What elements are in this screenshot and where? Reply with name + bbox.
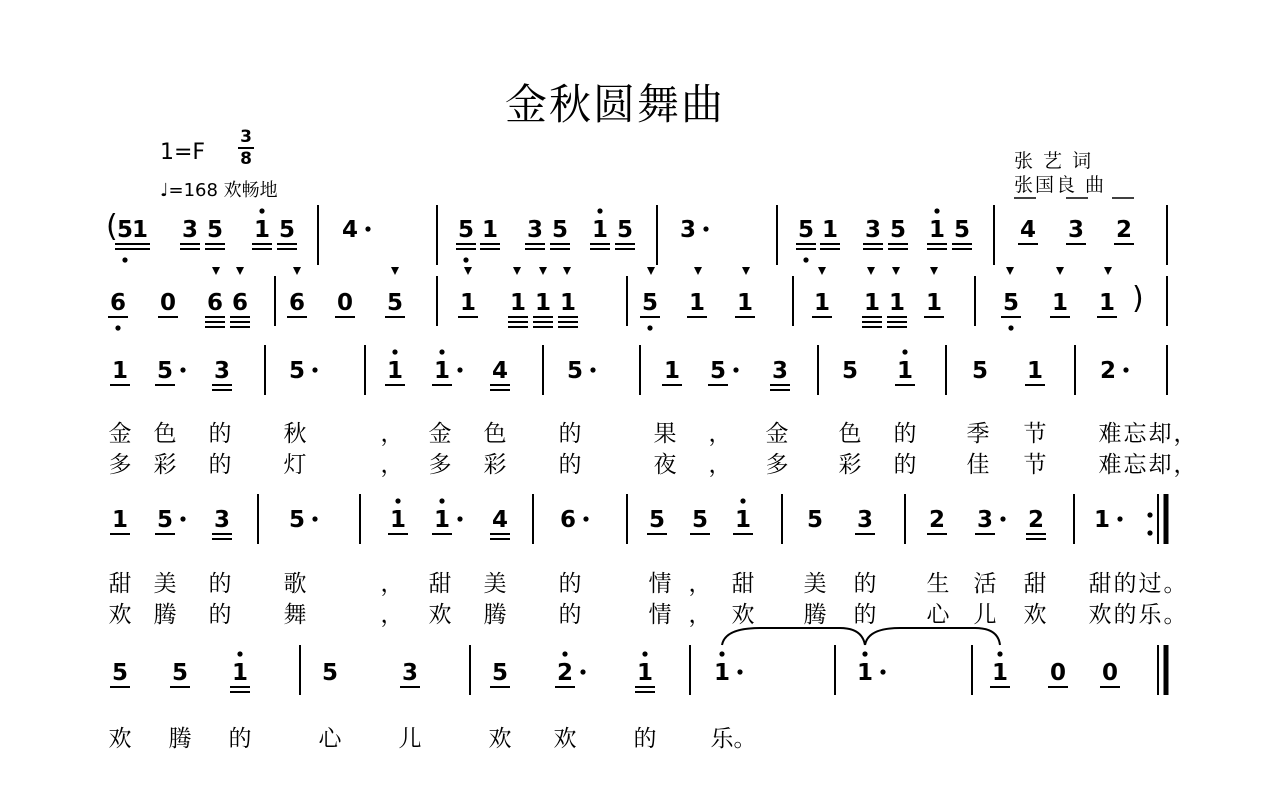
note-digit: 5 xyxy=(156,507,174,533)
note-digit: 5 xyxy=(616,217,634,243)
lyric-char: ， xyxy=(688,602,712,628)
low-octave-dot xyxy=(463,257,468,262)
augmentation-dot xyxy=(880,669,885,674)
lyric-char: 腾 xyxy=(803,602,827,628)
repeat-dot xyxy=(1147,530,1152,535)
note-digit: 1 xyxy=(821,217,839,243)
note-digit: 5 xyxy=(288,507,306,533)
repeat-dot xyxy=(1147,512,1152,517)
note-digit: 5 xyxy=(321,660,339,686)
high-octave-dot xyxy=(642,651,647,656)
note-digit: 0 xyxy=(1101,660,1119,686)
note-digit: 1 xyxy=(1026,358,1044,384)
time-signature-bottom: 8 xyxy=(240,149,252,169)
note-digit: 5 xyxy=(156,358,174,384)
accent-triangle-icon xyxy=(892,267,900,275)
note-digit: 1 xyxy=(856,660,874,686)
augmentation-dot xyxy=(1000,516,1005,521)
lyric-char: ， xyxy=(380,571,404,597)
note-digit: 5 xyxy=(889,217,907,243)
lyric-char: 的 xyxy=(558,602,582,628)
note-digit: 1 xyxy=(736,290,754,316)
note-digit: 1 xyxy=(509,290,527,316)
lyric-char: 情 xyxy=(648,571,672,597)
time-signature-top: 3 xyxy=(240,127,252,147)
lyric-char: 的 xyxy=(633,726,657,752)
lyric-char: 甜 xyxy=(731,571,755,597)
note-digit: 1 xyxy=(925,290,943,316)
high-octave-dot xyxy=(392,349,397,354)
lyric-char: 多 xyxy=(108,452,132,478)
high-octave-dot xyxy=(439,498,444,503)
lyric-char: 的 xyxy=(1113,602,1137,628)
accent-triangle-icon xyxy=(236,267,244,275)
lyric-char: 的 xyxy=(853,571,877,597)
intro-close-paren: ) xyxy=(1132,281,1144,316)
lyric-char: 甜 xyxy=(108,571,132,597)
slur-icon xyxy=(722,628,865,645)
lyric-char: 彩 xyxy=(483,452,507,478)
lyric-char: 甜 xyxy=(1023,571,1047,597)
lyric-char: 乐 xyxy=(1138,602,1162,628)
lyric-char: 的 xyxy=(208,602,232,628)
note-digit: 5 xyxy=(551,217,569,243)
note-digit: 3 xyxy=(679,217,697,243)
note-digit: 1 xyxy=(1093,507,1111,533)
note-digit: 1 xyxy=(253,217,271,243)
accent-triangle-icon xyxy=(212,267,220,275)
high-octave-dot xyxy=(862,651,867,656)
note-digit: 1 xyxy=(131,217,149,243)
note-digit: 1 xyxy=(111,358,129,384)
note-digit: 4 xyxy=(491,507,509,533)
note-digit: 1 xyxy=(459,290,477,316)
lyric-char: ， xyxy=(708,452,732,478)
lyric-char: 。 xyxy=(733,726,757,752)
lyric-char: 夜 xyxy=(653,452,677,478)
lyric-char: 美 xyxy=(153,571,177,597)
accent-triangle-icon xyxy=(293,267,301,275)
note-digit: 2 xyxy=(928,507,946,533)
lyric-char: 乐 xyxy=(710,726,734,752)
note-digit: 1 xyxy=(896,358,914,384)
lyric-char: 佳 xyxy=(966,452,990,478)
lyric-char: 腾 xyxy=(483,602,507,628)
note-digit: 5 xyxy=(641,290,659,316)
low-octave-dot xyxy=(803,257,808,262)
high-octave-dot xyxy=(395,498,400,503)
augmentation-dot xyxy=(1117,516,1122,521)
lyric-char: 忘 xyxy=(1123,452,1147,478)
note-digit: 3 xyxy=(213,358,231,384)
note-digit: 5 xyxy=(457,217,475,243)
lyric-char: 情 xyxy=(648,602,672,628)
note-digit: 1 xyxy=(1051,290,1069,316)
note-digit: 3 xyxy=(771,358,789,384)
high-octave-dot xyxy=(934,208,939,213)
intro-open-paren: ( xyxy=(106,209,118,244)
note-digit: 2 xyxy=(1115,217,1133,243)
lyric-char: 的 xyxy=(853,602,877,628)
note-digit: 5 xyxy=(111,660,129,686)
note-digit: 4 xyxy=(491,358,509,384)
lyric-char: 活 xyxy=(973,571,997,597)
lyric-char: 甜 xyxy=(1088,571,1112,597)
lyric-char: 色 xyxy=(483,421,507,447)
note-digit: 1 xyxy=(433,358,451,384)
lyric-char: 金 xyxy=(108,421,132,447)
lyric-char: 心 xyxy=(926,602,950,628)
augmentation-dot xyxy=(733,367,738,372)
lyric-char: 欢 xyxy=(1088,602,1112,628)
note-digit: 6 xyxy=(231,290,249,316)
accent-triangle-icon xyxy=(930,267,938,275)
augmentation-dot xyxy=(580,669,585,674)
lyric-char: 的 xyxy=(208,571,232,597)
note-digit: 4 xyxy=(341,217,359,243)
note-digit: 3 xyxy=(213,507,231,533)
lyric-char: 却 xyxy=(1148,421,1172,447)
note-digit: 5 xyxy=(566,358,584,384)
note-digit: 1 xyxy=(231,660,249,686)
high-octave-dot xyxy=(719,651,724,656)
augmentation-dot xyxy=(457,516,462,521)
note-digit: 1 xyxy=(734,507,752,533)
note-digit: 1 xyxy=(813,290,831,316)
accent-triangle-icon xyxy=(694,267,702,275)
note-digit: 0 xyxy=(159,290,177,316)
accent-triangle-icon xyxy=(818,267,826,275)
augmentation-dot xyxy=(457,367,462,372)
lyric-char: ， xyxy=(1173,452,1197,478)
note-digit: 1 xyxy=(389,507,407,533)
note-digit: 5 xyxy=(806,507,824,533)
lyric-char: ， xyxy=(380,602,404,628)
lyric-char: 节 xyxy=(1023,421,1047,447)
lyric-char: 欢 xyxy=(1023,602,1047,628)
note-digit: 3 xyxy=(181,217,199,243)
lyric-char: 季 xyxy=(966,421,990,447)
accent-triangle-icon xyxy=(647,267,655,275)
lyric-char: 欢 xyxy=(731,602,755,628)
note-digit: 1 xyxy=(559,290,577,316)
lyric-char: 节 xyxy=(1023,452,1047,478)
note-digit: 1 xyxy=(636,660,654,686)
lyric-char: 儿 xyxy=(973,602,997,628)
note-digit: 5 xyxy=(386,290,404,316)
accent-triangle-icon xyxy=(464,267,472,275)
lyric-char: 欢 xyxy=(108,602,132,628)
lyric-char: 难 xyxy=(1098,421,1122,447)
note-digit: 5 xyxy=(1002,290,1020,316)
note-digit: 3 xyxy=(401,660,419,686)
lyric-char: 的 xyxy=(558,452,582,478)
lyric-char: 过 xyxy=(1138,571,1162,597)
low-octave-dot xyxy=(1008,325,1013,330)
composer-credit: 张国良 曲 xyxy=(1014,174,1107,196)
accent-triangle-icon xyxy=(391,267,399,275)
note-digit: 5 xyxy=(288,358,306,384)
augmentation-dot xyxy=(180,367,185,372)
lyric-char: ， xyxy=(1173,421,1197,447)
lyric-char: 的 xyxy=(893,452,917,478)
note-digit: 6 xyxy=(206,290,224,316)
augmentation-dot xyxy=(312,367,317,372)
note-digit: 1 xyxy=(481,217,499,243)
note-digit: 5 xyxy=(491,660,509,686)
lyric-char: 欢 xyxy=(108,726,132,752)
lyric-char: ， xyxy=(708,421,732,447)
lyric-char: 的 xyxy=(893,421,917,447)
note-digit: 2 xyxy=(556,660,574,686)
high-octave-dot xyxy=(439,349,444,354)
note-digit: 0 xyxy=(336,290,354,316)
note-digit: 1 xyxy=(928,217,946,243)
augmentation-dot xyxy=(365,226,370,231)
note-digit: 5 xyxy=(648,507,666,533)
high-octave-dot xyxy=(237,651,242,656)
lyricist-credit: 张 艺 词 xyxy=(1014,150,1094,172)
note-digit: 1 xyxy=(1098,290,1116,316)
accent-triangle-icon xyxy=(563,267,571,275)
note-digit: 3 xyxy=(856,507,874,533)
high-octave-dot xyxy=(259,208,264,213)
augmentation-dot xyxy=(180,516,185,521)
lyric-char: 的 xyxy=(1113,571,1137,597)
note-digit: 6 xyxy=(109,290,127,316)
lyric-char: 色 xyxy=(153,421,177,447)
note-digit: 6 xyxy=(559,507,577,533)
key-signature: 1=F xyxy=(160,140,206,165)
note-digit: 3 xyxy=(864,217,882,243)
note-digit: 5 xyxy=(278,217,296,243)
note-digit: 1 xyxy=(386,358,404,384)
note-digit: 1 xyxy=(433,507,451,533)
augmentation-dot xyxy=(583,516,588,521)
accent-triangle-icon xyxy=(539,267,547,275)
lyric-char: ， xyxy=(688,571,712,597)
note-digit: 5 xyxy=(971,358,989,384)
note-digit: 5 xyxy=(206,217,224,243)
lyric-char: 。 xyxy=(1163,571,1187,597)
high-octave-dot xyxy=(562,651,567,656)
lyric-char: 歌 xyxy=(283,571,307,597)
lyric-char: 的 xyxy=(558,571,582,597)
note-digit: 5 xyxy=(797,217,815,243)
low-octave-dot xyxy=(115,325,120,330)
low-octave-dot xyxy=(122,257,127,262)
accent-triangle-icon xyxy=(1006,267,1014,275)
note-digit: 5 xyxy=(116,217,134,243)
lyric-char: 腾 xyxy=(168,726,192,752)
note-digit: 5 xyxy=(841,358,859,384)
accent-triangle-icon xyxy=(513,267,521,275)
note-digit: 0 xyxy=(1049,660,1067,686)
lyric-char: 腾 xyxy=(153,602,177,628)
lyric-char: 的 xyxy=(208,421,232,447)
lyric-char: 的 xyxy=(558,421,582,447)
lyric-char: 甜 xyxy=(428,571,452,597)
high-octave-dot xyxy=(597,208,602,213)
lyric-char: 彩 xyxy=(153,452,177,478)
lyric-char: 金 xyxy=(428,421,452,447)
note-digit: 1 xyxy=(863,290,881,316)
slur-icon xyxy=(865,628,1000,645)
note-digit: 1 xyxy=(713,660,731,686)
low-octave-dot xyxy=(647,325,652,330)
lyric-char: 色 xyxy=(838,421,862,447)
note-digit: 1 xyxy=(534,290,552,316)
lyric-char: 欢 xyxy=(428,602,452,628)
note-digit: 1 xyxy=(888,290,906,316)
note-digit: 2 xyxy=(1099,358,1117,384)
lyric-char: 难 xyxy=(1098,452,1122,478)
note-digit: 1 xyxy=(663,358,681,384)
lyric-char: ， xyxy=(380,452,404,478)
note-digit: 1 xyxy=(591,217,609,243)
lyric-char: 忘 xyxy=(1123,421,1147,447)
lyric-char: 的 xyxy=(228,726,252,752)
note-digit: 1 xyxy=(111,507,129,533)
note-digit: 4 xyxy=(1019,217,1037,243)
accent-triangle-icon xyxy=(1104,267,1112,275)
lyric-char: 果 xyxy=(653,421,677,447)
augmentation-dot xyxy=(703,226,708,231)
lyric-char: 舞 xyxy=(283,602,307,628)
note-digit: 1 xyxy=(991,660,1009,686)
augmentation-dot xyxy=(312,516,317,521)
lyric-char: 美 xyxy=(483,571,507,597)
lyric-char: 却 xyxy=(1148,452,1172,478)
lyric-char: 欢 xyxy=(553,726,577,752)
accent-triangle-icon xyxy=(867,267,875,275)
lyric-char: 生 xyxy=(926,571,950,597)
lyric-char: ， xyxy=(380,421,404,447)
tempo-marking: ♩=168 欢畅地 xyxy=(160,180,278,201)
accent-triangle-icon xyxy=(742,267,750,275)
note-digit: 6 xyxy=(288,290,306,316)
high-octave-dot xyxy=(902,349,907,354)
lyric-char: 金 xyxy=(765,421,789,447)
note-digit: 5 xyxy=(709,358,727,384)
note-digit: 5 xyxy=(953,217,971,243)
note-digit: 3 xyxy=(526,217,544,243)
note-digit: 3 xyxy=(976,507,994,533)
note-digit: 5 xyxy=(691,507,709,533)
lyric-char: 儿 xyxy=(398,726,422,752)
lyric-char: 多 xyxy=(428,452,452,478)
augmentation-dot xyxy=(590,367,595,372)
lyric-char: 秋 xyxy=(283,421,307,447)
song-title: 金秋圆舞曲 xyxy=(504,80,725,129)
lyric-char: 心 xyxy=(318,726,342,752)
lyric-char: 美 xyxy=(803,571,827,597)
lyric-char: 的 xyxy=(208,452,232,478)
lyric-char: 。 xyxy=(1163,602,1187,628)
lyric-char: 灯 xyxy=(283,452,307,478)
note-digit: 1 xyxy=(688,290,706,316)
note-digit: 5 xyxy=(171,660,189,686)
note-digit: 2 xyxy=(1027,507,1045,533)
lyric-char: 欢 xyxy=(488,726,512,752)
lyric-char: 多 xyxy=(765,452,789,478)
lyric-char: 彩 xyxy=(838,452,862,478)
augmentation-dot xyxy=(1123,367,1128,372)
accent-triangle-icon xyxy=(1056,267,1064,275)
high-octave-dot xyxy=(997,651,1002,656)
augmentation-dot xyxy=(737,669,742,674)
high-octave-dot xyxy=(740,498,745,503)
note-digit: 3 xyxy=(1067,217,1085,243)
